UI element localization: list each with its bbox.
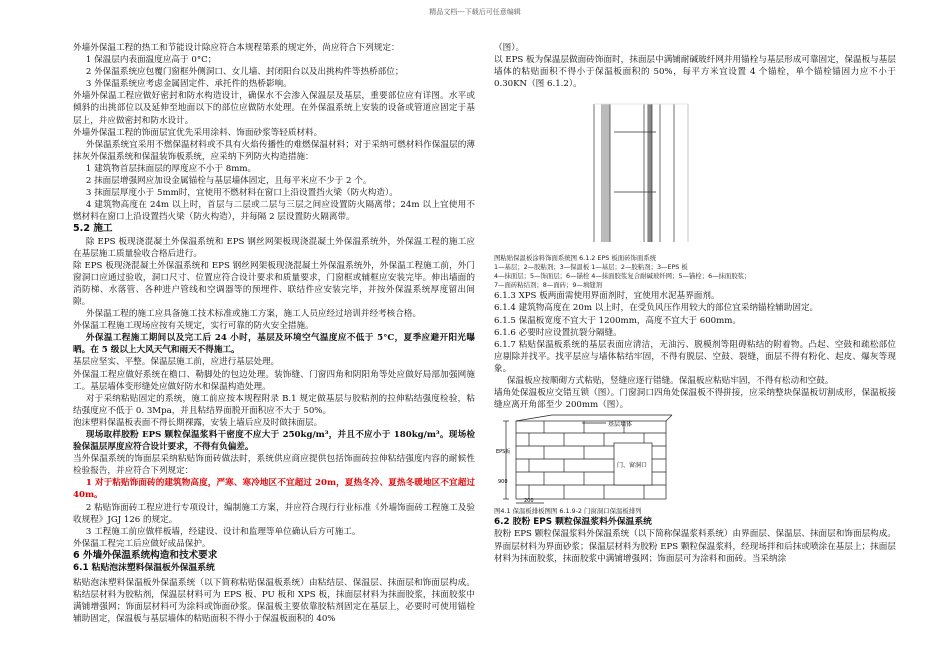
paragraph: 对于采纳粘贴固定的系统，施工前应按本规程附录 B.1 规定做基层与胶粘剂的拉伸粘结强度检验，粘结强度应不低于 0. 3Mpa，并且粘结界面脱开面积应不大于 50%。 — [73, 393, 475, 416]
list-item: 2 粘贴饰面砖工程应进行专项设计，编制施工方案，并应符合现行行业标准《外墙饰面砖工程施工及验收规程》JGJ 126 的规定。 — [73, 502, 475, 525]
paragraph: 外保温工程应做好系统在檐口、勒脚处的包边处理。装饰缝、门窗四角和阴阳角等处应做好局部加强网施工。基层墙体变形缝处应做好防水和保温构造处理。 — [73, 369, 475, 392]
left-column — [73, 42, 475, 626]
list-item: 2 外保温系统应包覆门窗框外侧洞口、女儿墙、封闭阳台以及出挑构件等热桥部位； — [85, 67, 404, 78]
clause: 6.1.4 建筑物高度在 20m 以上时，在受负风压作用较大的部位宜采纳锚栓辅助固定。 — [494, 303, 819, 314]
paragraph: 外保温工程完工后应做好成品保护。 — [73, 538, 211, 549]
list-item: 3 工程施工前应做样板墙，经建设、设计和监理等单位确认后方可施工。 — [85, 526, 361, 537]
diagram-dim-side: 900 — [498, 479, 508, 486]
paragraph-emphasis: 现场取样胶粉 EPS 颗粒保温浆料干密度不应大于 250kg/m³，并且不应小于 180kg/m³。现场检验保温层厚度应符合设计要求，不得有负偏差。 — [73, 430, 475, 453]
section-heading: 6 外墙外保温系统构造和技术要求 — [73, 549, 218, 561]
paragraph: 泡沫塑料保温板表面不得长期裸露，安装上墙后应及时做抹面层。 — [73, 417, 323, 428]
clause: 6.1.5 保温板宽度不宜大于 1200mm，高度不宜大于 600mm。 — [494, 315, 742, 326]
paragraph: 墙角处保温板应交错互锁（图）。门窗洞口四角处保温板不得拼接，应采纳整块保温板切割成形，保温板接缝应离开角部至少 200mm（图）。 — [494, 388, 896, 411]
figure-caption: 图4.1 保温板排板图图 6.1.9-2 门窗洞口保温板排列 — [494, 507, 642, 516]
page-header: 精品文档---下载后可任意编辑 — [429, 8, 521, 16]
paragraph: 外保温系统宜采用不燃保温材料或不具有火焰传播性的难燃保温材料；对于采纳可燃材料作保温层的薄抹灰外保温系统和保温装饰板系统，应采纳下列防火构造措施： — [73, 139, 475, 162]
paragraph: 基层应坚实、平整。保温层施工前，应进行基层处理。 — [73, 357, 280, 368]
figure-legend: 1—基层；2—胶粘剂；3—保温板 1—基层；2—胶粘剂；3—EPS 板 — [494, 263, 688, 272]
section-heading: 5.2 施工 — [73, 223, 113, 235]
paragraph: 外保温工程施工现场应按有关规定，实行可靠的防火安全措施。 — [73, 321, 314, 332]
clause: 6.1.3 XPS 板两面需使用界面剂时，宜使用水泥基界面剂。 — [494, 291, 720, 302]
diagram-dim-bottom: 200 — [524, 498, 534, 505]
paragraph: 当外保温系统的饰面层采纳粘贴饰面砖做法时，系统供应商应提供包括饰面砖拉伸粘结强度内容的耐候性检验报告，并应符合下列规定： — [73, 454, 475, 477]
diagram-label-window: 门、窗洞口 — [617, 462, 648, 470]
diagram-label-base-wall: 基层墙体 — [608, 421, 633, 429]
paragraph: 胶粉 EPS 颗粒保温浆料外保温系统（以下简称保温浆料系统）由界面层、保温层、抹面层和饰面层构成。界面层材料为界面砂浆；保温层材料为胶粉 EPS 颗粒保温浆料，经现场拌和后抹或喷涂在基层上；抹面层材料为抹面胶浆，抹面胶浆中满铺增强网；饰面层可为涂料和面砖。当采纳涂 — [494, 529, 896, 564]
paragraph: 除 EPS 板现浇混凝土外保温系统和 EPS 钢丝网架板现浇混凝土外保温系统外，外保温工程施工前，外门窗洞口应通过验收，洞口尺寸、位置应符合设计要求和质量要求，门窗框或辅框应安装完毕。伸出墙面的消防梯、水落管、各种进户管线和空调器等的预埋件、联结件应安装完毕，并按外保温系统厚度留出间隙。 — [73, 260, 475, 307]
paragraph: 外保温工程的施工应具备施工技术标准或施工方案，施工人员应经过培训并经考核合格。 — [85, 309, 422, 320]
list-item: 2 抹面层增强网应加设金属锚栓与基层墙体固定，且每平米应不少于 2 个。 — [85, 176, 372, 187]
right-column — [494, 42, 896, 565]
subsection-heading: 6.1 粘贴泡沫塑料保温板外保温系统 — [73, 563, 215, 574]
paragraph: 保温板应按顺砌方式粘贴，竖缝应逐行错缝。保温板应粘贴牢固，不得有松动和空鼓。 — [506, 376, 834, 387]
list-item: 3 外保温系统应考虑金属固定件、承托件的热桥影响。 — [85, 79, 292, 90]
paragraph: 粘贴泡沫塑料保温板外保温系统（以下简称粘贴保温板系统）由粘结层、保温层、抹面层和饰面层构成。粘结层材料为胶粘剂，保温层材料可为 EPS 板、PU 板和 XPS 板，抹面层材料为抹面胶浆，抹面胶浆中满铺增强网；饰面层材料可为涂料或饰面砂浆。保温板主要依靠胶粘剂固定在基层上，必要时可使用锚栓辅助固定，保温板与基层墙体的粘贴面积不得小于保温板面积的 40% — [73, 578, 475, 625]
eps-tile-system-figure — [494, 92, 894, 252]
clause: 6.1.6 必要时应设置抗裂分隔缝。 — [494, 327, 622, 338]
paragraph: 以 EPS 板为保温层做面砖饰面时，抹面层中满铺耐碱玻纤网并用锚栓与基层形成可靠固定，保温板与基层墙体的粘贴面积不得小于保温板面积的 50%，每平方米宜设置 4 个锚栓，单个锚栓锚固力应不小于 0.30KN（图 6.1.2）。 — [494, 55, 896, 90]
paragraph: 外墙外保温工程的热工和节能设计除应符合本规程第系的规定外，尚应符合下列规定： — [73, 43, 400, 53]
clause: 6.1.7 粘贴保温板系统的基层表面应清洁，无油污、脱模剂等阻碍粘结的附着物。凸起、空鼓和疏松部位应剔除并找平。找平层应与墙体粘结牢固，不得有脱层、空鼓、裂缝，面层不得有粉化、起皮、爆灰等现象。 — [494, 339, 896, 374]
figure-legend: 7—面砖粘结剂；8—面砖；9—填缝剂 — [494, 281, 603, 290]
list-item: 3 抹面层厚度小于 5mm时，宜使用不燃材料在窗口上沿设置挡火梁（防火构造）。 — [85, 188, 398, 199]
paragraph: 除 EPS 板现浇混凝土外保温系统和 EPS 钢丝网架板现浇混凝土外保温系统外，外保温工程的施工应在基层施工质量验收合格后进行。 — [73, 236, 475, 259]
list-item: 4 建筑物高度在 24m 以上时，首层与二层或二层与三层之间应设置防火隔离带；24m 以上宜使用不燃材料在窗口上沿设置挡火梁（防火构造），并每隔 2 层设置防火隔离带。 — [73, 200, 475, 223]
figure-caption: 图粘贴保温板涂料饰面系统图 6.1.2 EPS 板面砖饰面系统 — [494, 254, 657, 263]
list-item: 1 保温层内表面温度应高于 0°C； — [85, 55, 217, 66]
paragraph: （图）。 — [494, 43, 525, 53]
figure-legend: 4—抹面层；5—饰面层；6—锚栓 4—抹面胶浆复合耐碱玻纤网；5—锚栓；6—抹面胶浆； — [494, 272, 751, 281]
list-item: 1 建筑物首层抹面层的厚度应不小于 8mm。 — [85, 163, 257, 174]
subsection-heading: 6.2 胶粉 EPS 颗粒保温浆料外保温系统 — [494, 517, 652, 528]
board-layout-figure — [494, 413, 694, 505]
warning-list-item: 1 对于粘贴饰面砖的建筑物高度，严寒、寒冷地区不宜超过 20m，夏热冬冷、夏热冬暖地区不宜超过 40m。 — [73, 478, 475, 501]
paragraph: 外墙外保温工程应做好密封和防水构造设计，确保水不会渗入保温层及基层，重要部位应有详图。水平或倾斜的出挑部位以及延伸至地面以下的部位应做防水处理。在外保温系统上安装的设备或管道应固定于基层上，并应做密封和防水设计。 — [73, 91, 475, 126]
diagram-label-eps: EPS板 — [496, 449, 511, 456]
paragraph-emphasis: 外保温工程施工期间以及完工后 24 小时，基层及环境空气温度应不低于 5°C，夏季应避开阳光曝晒。在 5 级以上大风天气和雨天不得施工。 — [73, 333, 475, 356]
paragraph: 外墙外保温工程的饰面层宜优先采用涂料、饰面砂浆等轻质材料。 — [73, 127, 323, 138]
